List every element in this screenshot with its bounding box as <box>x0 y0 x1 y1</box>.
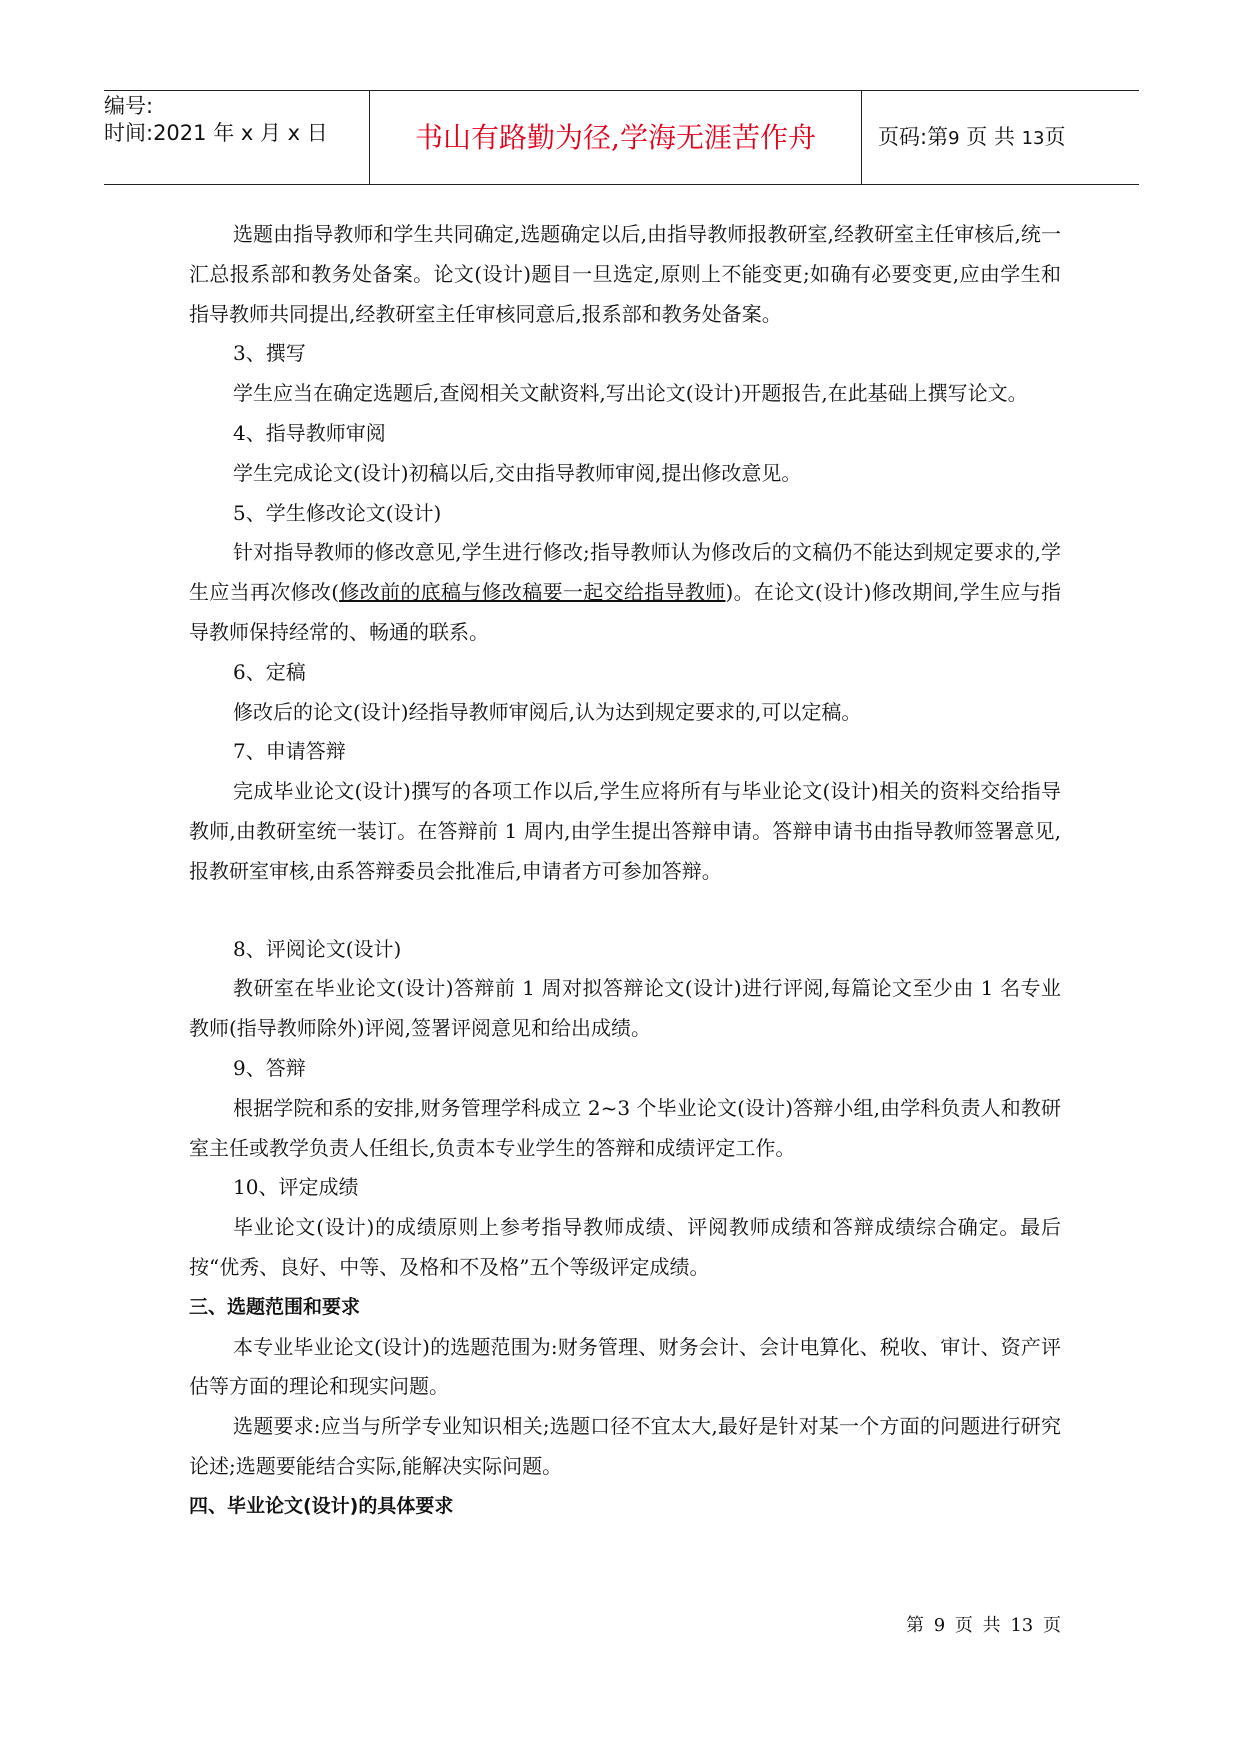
underlined-text: 修改前的底稿与修改稿要一起交给指导教师 <box>339 580 726 605</box>
paragraph: 学生完成论文(设计)初稿以后,交由指导教师审阅,提出修改意见。 <box>233 460 802 485</box>
page-header <box>104 90 1139 185</box>
item-heading: 6、定稿 <box>233 659 306 684</box>
page-total: 13 <box>1021 128 1045 149</box>
paragraph: 学生应当在确定选题后,查阅相关文献资料,写出论文(设计)开题报告,在此基础上撰写论文。 <box>233 381 1028 406</box>
header-motto: 书山有路勤为径,学海无涯苦作舟 <box>369 91 862 184</box>
page-footer: 第 9 页 共 13 页 <box>906 1615 1061 1636</box>
section-heading: 四、毕业论文(设计)的具体要求 <box>189 1494 454 1517</box>
page-prefix: 页码:第 <box>878 125 949 149</box>
header-meta <box>104 91 369 184</box>
page-number: 9 <box>948 128 960 149</box>
page-mid: 页 共 <box>966 125 1015 149</box>
paragraph: 本专业毕业论文(设计)的选题范围为:财务管理、财务会计、会计电算化、税收、审计、资产评估等方面的理论和现实问题。 <box>189 1334 1061 1399</box>
blank-line <box>189 892 1061 930</box>
page-suffix: 页 <box>1044 125 1066 149</box>
paragraph <box>189 533 1061 652</box>
section-heading: 三、选题范围和要求 <box>189 1295 361 1318</box>
item-heading: 8、评阅论文(设计) <box>233 936 402 961</box>
item-heading: 7、申请答辩 <box>233 739 346 764</box>
paragraph: 选题由指导教师和学生共同确定,选题确定以后,由指导教师报教研室,经教研室主任审核后,统一汇总报系部和教务处备案。论文(设计)题目一旦选定,原则上不能变更;如确有必要变更,应由学生和指导教师共同提出,经教研室主任审核同意后,报系部和教务处备案。 <box>189 222 1061 326</box>
text-run: 针对指导教师的修改意见,学生进行修改;指导教师认为修改后的文稿仍不能达到规定要求的,学生应当再次修改( <box>189 540 1061 605</box>
item-heading: 9、答辩 <box>233 1055 306 1080</box>
paragraph: 教研室在毕业论文(设计)答辩前 1 周对拟答辩论文(设计)进行评阅,每篇论文至少由 1 名专业教师(指导教师除外)评阅,签署评阅意见和给出成绩。 <box>189 976 1061 1041</box>
document-body <box>189 215 1061 1527</box>
paragraph: 修改后的论文(设计)经指导教师审阅后,认为达到规定要求的,可以定稿。 <box>233 699 862 724</box>
header-page-info <box>862 91 1139 184</box>
text-run: )。在论文(设计)修改期间,学生应与指导教师保持经常的、畅通的联系。 <box>189 580 1062 644</box>
paragraph: 选题要求:应当与所学专业知识相关;选题口径不宜太大,最好是针对某一个方面的问题进行研究论述;选题要能结合实际,能解决实际问题。 <box>189 1414 1061 1478</box>
item-heading: 3、撰写 <box>233 341 306 366</box>
time-label: 时间:2021 年 x 月 x 日 <box>104 121 328 145</box>
number-label: 编号: <box>104 94 154 118</box>
item-heading: 10、评定成绩 <box>233 1175 359 1200</box>
item-heading: 5、学生修改论文(设计) <box>233 500 442 525</box>
paragraph: 完成毕业论文(设计)撰写的各项工作以后,学生应将所有与毕业论文(设计)相关的资料交给指导教师,由教研室统一装订。在答辩前 1 周内,由学生提出答辩申请。答辩申请书由指导教师签署意见,报教研室审核,由系答辩委员会批准后,申请者方可参加答辩。 <box>189 779 1061 883</box>
item-heading: 4、指导教师审阅 <box>233 420 386 445</box>
paragraph: 根据学院和系的安排,财务管理学科成立 2~3 个毕业论文(设计)答辩小组,由学科负责人和教研室主任或教学负责人任组长,负责本专业学生的答辩和成绩评定工作。 <box>189 1095 1061 1160</box>
paragraph: 毕业论文(设计)的成绩原则上参考指导教师成绩、评阅教师成绩和答辩成绩综合确定。最后按“优秀、良好、中等、及格和不及格”五个等级评定成绩。 <box>189 1215 1061 1279</box>
